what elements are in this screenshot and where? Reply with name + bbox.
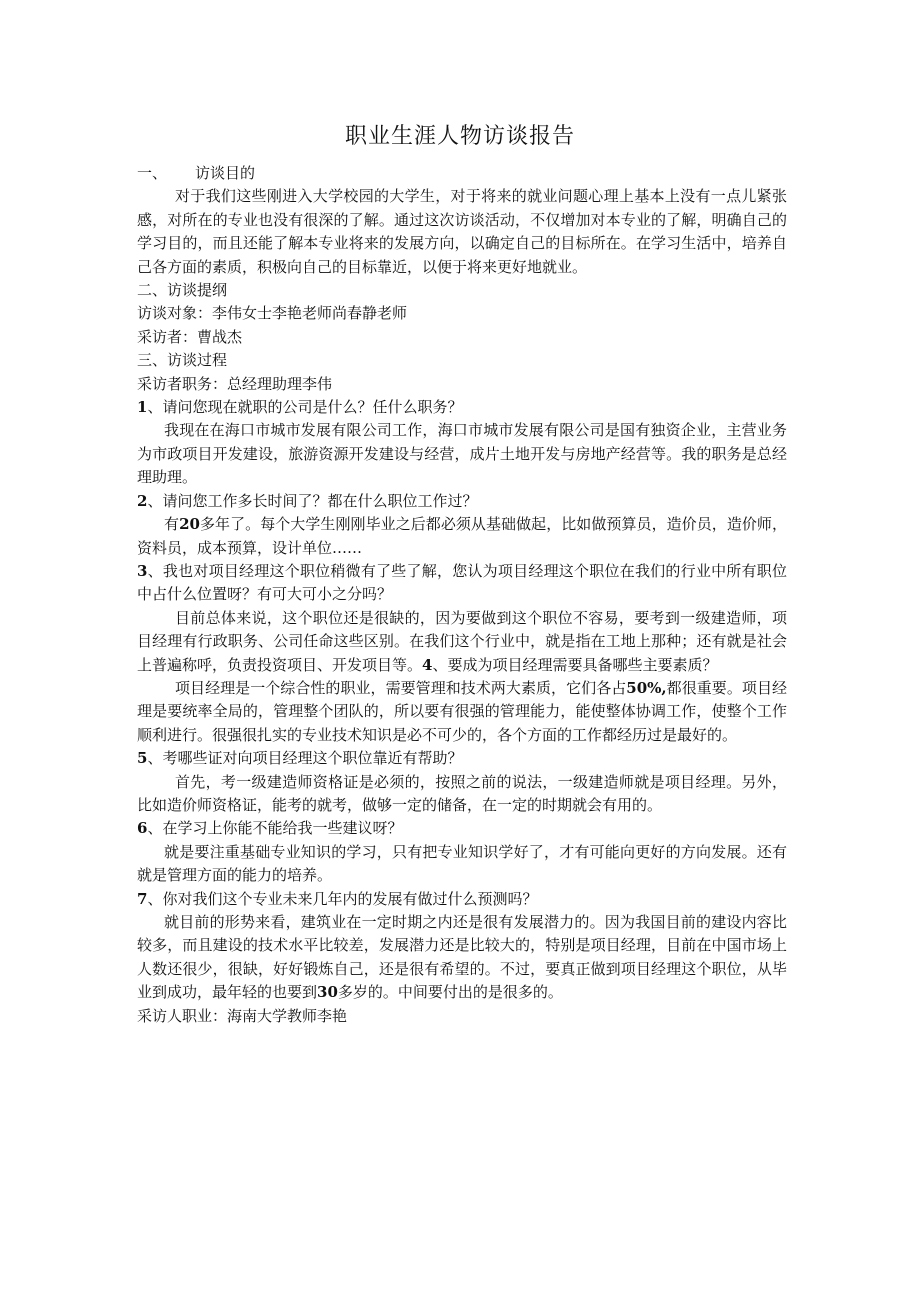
answer-2-pre: 有: [164, 515, 180, 534]
question-1: [137, 396, 787, 419]
question-3-text: 、我也对项目经理这个职位稍微有了些了解，您认为项目经理这个职位在我们的行业中所有职位中占什么位置呀？有可大可小之分吗？: [137, 561, 787, 604]
section-2-heading: 二、访谈提纲: [137, 281, 228, 300]
answer-7-pre: 就目前的形势来看，建筑业在一定时期之内还是很有发展潜力的。因为我国目前的建设内容比较多，而且建设的技术水平比较差，发展潜力还是比较大的，特别是项目经理，目前在中国市场上人数还很少，很缺，好好锻炼自己，还是很有希望的。不过，要真正做到项目经理这个职位，从毕业到成功，最年轻的也要到: [137, 913, 787, 1002]
question-7: [137, 888, 787, 911]
section-1-heading: [137, 162, 787, 185]
question-5-number: 5: [137, 749, 148, 768]
answer-4: [137, 677, 787, 747]
question-6-text: 、在学习上你能不能给我一些建议呀？: [147, 819, 403, 838]
question-3: [137, 560, 787, 607]
answer-2-post: 多年了。每个大学生刚刚毕业之后都必须从基础做起，比如做预算员，造价员，造价师，资料员，成本预算，设计单位……: [137, 515, 787, 557]
answer-2: [137, 513, 787, 560]
answer-6: 就是要注重基础专业知识的学习，只有把专业知识学好了，才有可能向更好的方向发展。还有就是管理方面的能力的培养。: [137, 842, 787, 885]
answer-1: 我现在在海口市城市发展有限公司工作，海口市城市发展有限公司是国有独资企业，主营业务为市政项目开发建设，旅游资源开发建设与经营，成片土地开发与房地产经营等。我的职务是总经理助理。: [137, 421, 787, 487]
question-2: [137, 490, 787, 513]
question-3-number: 3: [137, 561, 148, 580]
answer-3: [137, 607, 787, 677]
answer-5: 首先，考一级建造师资格证是必须的，按照之前的说法，一级建造师就是项目经理。另外，比如造价师资格证，能考的就考，做够一定的储备，在一定的时期就会有用的。: [137, 772, 787, 814]
question-4-number: 4: [422, 655, 433, 674]
answer-4-pre: 项目经理是一个综合性的职业，需要管理和技术两大素质，它们各占: [175, 678, 627, 697]
first-role-line: 采访者职务：总经理助理李伟: [137, 374, 333, 393]
answer-2-number: 20: [179, 515, 200, 534]
section-1-number: 一、: [137, 164, 168, 182]
answer-7: [137, 911, 787, 1005]
question-2-text: 、请问您工作多长时间了？都在什么职位工作过？: [147, 491, 478, 510]
question-1-text: 、请问您现在就职的公司是什么？任什么职务？: [147, 398, 463, 417]
question-6-number: 6: [137, 819, 148, 838]
answer-3-text: 目前总体来说，这个职位还是很缺的，因为要做到这个职位不容易，要考到一级建造师，项目经理有行政职务、公司任命这些区别。在我们这个行业中，就是指在工地上那种；还有就是社会上普遍称呼，负责投资项目、开发项目等。: [137, 608, 787, 674]
question-5: [137, 747, 787, 770]
question-7-text: 、你对我们这个专业未来几年内的发展有做过什么预测吗？: [147, 889, 538, 908]
answer-7-number: 30: [317, 983, 338, 1002]
interviewer-line: 采访者：曹战杰: [137, 327, 243, 346]
document-title: 职业生涯人物访谈报告: [344, 124, 575, 149]
interviewees-line: 访谈对象：李伟女士李艳老师尚春静老师: [137, 304, 408, 323]
question-6: [137, 817, 787, 840]
question-1-number: 1: [137, 398, 148, 417]
section-3-heading: 三、访谈过程: [137, 351, 228, 370]
question-7-number: 7: [137, 889, 148, 908]
question-4-text: 、要成为项目经理需要具备哪些主要素质？: [432, 655, 718, 674]
answer-4-post: 都很重要。项目经理是要统率全局的，管理整个团队的，所以要有很强的管理能力，能使整体协调工作，使整个工作顺利进行。很强很扎实的专业技术知识是必不可少的，各个方面的工作都经历过是最好的。: [137, 678, 787, 744]
closing-line: 采访人职业：海南大学教师李艳: [137, 1006, 348, 1025]
section-1-paragraph: 对于我们这些刚进入大学校园的大学生，对于将来的就业问题心理上基本上没有一点儿紧张感，对所在的专业也没有很深的了解。通过这次访谈活动，不仅增加对本专业的了解，明确自己的学习目的，而且还能了解本专业将来的发展方向，以确定自己的目标所在。在学习生活中，培养自己各方面的素质，积极向自己的目标靠近，以便于将来更好地就业。: [137, 187, 787, 276]
question-5-text: 、考哪些证对向项目经理这个职位靠近有帮助？: [147, 749, 463, 768]
document-body: [137, 162, 787, 1028]
section-1-title: 访谈目的: [195, 164, 256, 182]
question-2-number: 2: [137, 491, 148, 510]
answer-4-percent: 50%,: [626, 678, 667, 697]
answer-7-post: 多岁的。中间要付出的是很多的。: [337, 983, 563, 1002]
